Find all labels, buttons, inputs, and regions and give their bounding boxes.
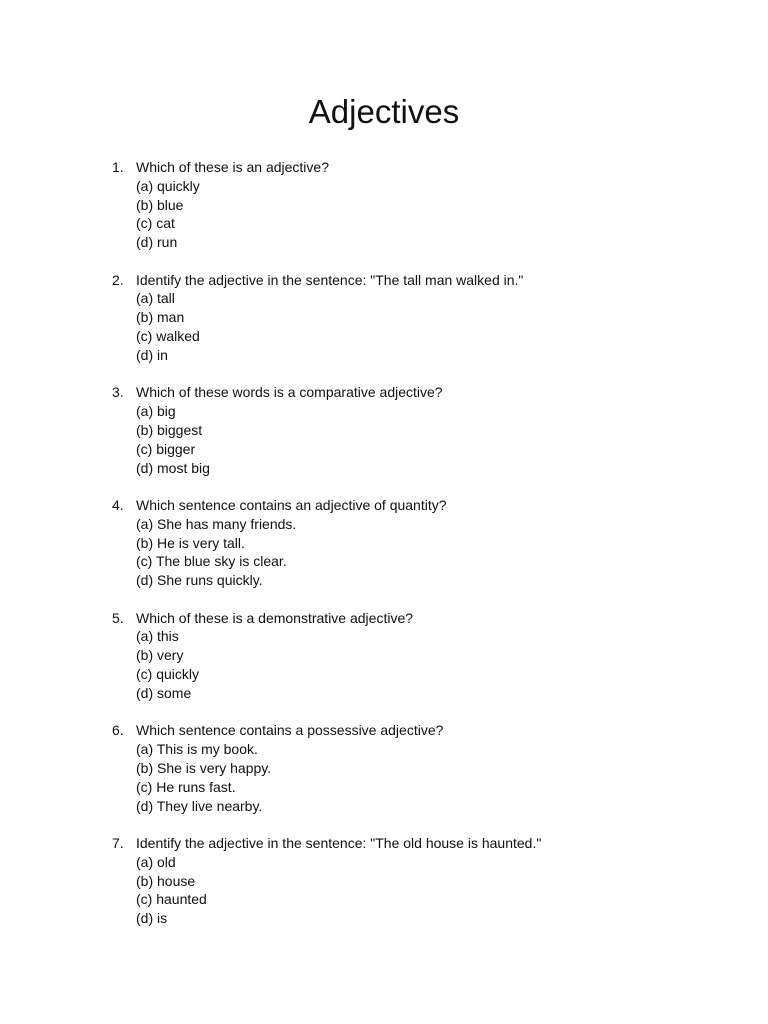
question-7 [112,834,732,928]
option-b: (b) She is very happy. [136,759,272,776]
option-a: (a) old [136,853,176,870]
option-b: (b) man [136,309,185,326]
question-number: 3. [112,384,124,401]
option-d: (d) is [136,910,168,927]
option-d: (d) most big [136,459,210,476]
option-b: (b) house [136,872,196,889]
option-a: (a) quickly [136,177,200,194]
option-d: (d) They live nearby. [136,797,263,814]
option-list [136,289,732,364]
question-4 [112,496,732,590]
question-text: Which sentence contains a possessive adjective? [136,722,444,739]
option-a: (a) tall [136,290,175,307]
option-b: (b) He is very tall. [136,534,245,551]
option-c: (c) haunted [136,891,207,908]
question-text: Which of these is an adjective? [136,159,329,175]
option-b: (b) very [136,647,184,664]
question-number: 1. [112,159,124,175]
question-text: Identify the adjective in the sentence: "The tall man walked in." [136,271,524,288]
question-text: Which of these is a demonstrative adjective? [136,609,414,626]
question-number: 7. [112,835,124,852]
question-5 [112,609,732,703]
option-list [136,402,732,477]
question-6 [112,721,732,815]
question-3 [112,383,732,477]
option-b: (b) blue [136,196,184,213]
page-title: Adjectives [308,93,460,130]
option-c: (c) The blue sky is clear. [136,553,287,570]
option-a: (a) She has many friends. [136,515,297,532]
question-text: Which sentence contains an adjective of quantity? [136,497,447,514]
question-number: 2. [112,271,124,288]
option-list [136,740,732,815]
option-b: (b) biggest [136,421,203,438]
option-list [136,853,732,928]
question-text: Which of these words is a comparative adjective? [136,384,443,401]
option-d: (d) some [136,684,192,701]
question-2 [112,271,732,365]
question-1 [112,158,732,252]
option-c: (c) walked [136,328,200,345]
option-c: (c) bigger [136,440,196,457]
option-list [136,177,732,252]
option-d: (d) run [136,234,178,251]
option-a: (a) big [136,403,176,420]
option-a: (a) This is my book. [136,741,258,758]
question-list [112,158,732,947]
option-a: (a) this [136,628,179,645]
option-list [136,515,732,590]
option-c: (c) He runs fast. [136,778,236,795]
question-text: Identify the adjective in the sentence: "The old house is haunted." [136,835,542,852]
option-d: (d) in [136,346,168,363]
option-d: (d) She runs quickly. [136,572,263,589]
question-number: 5. [112,609,124,626]
option-c: (c) cat [136,215,175,232]
question-number: 4. [112,497,124,514]
option-list [136,627,732,702]
option-c: (c) quickly [136,666,200,683]
question-number: 6. [112,722,124,739]
